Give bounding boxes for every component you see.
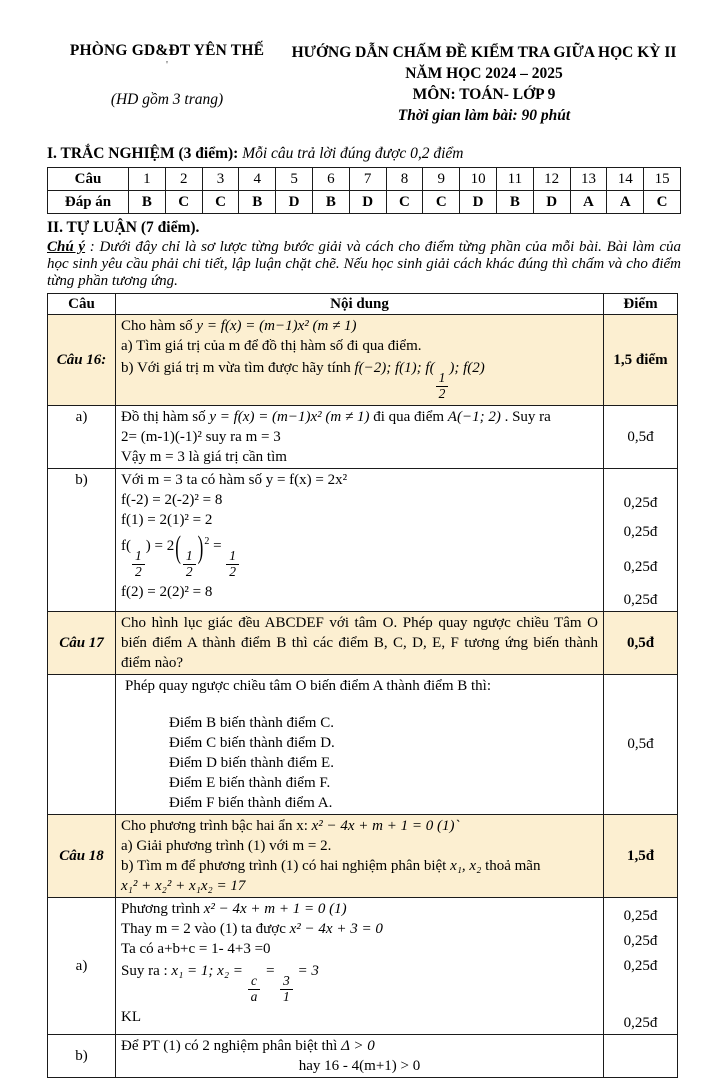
big-right-paren: ): [197, 529, 204, 565]
solutions-table: [47, 293, 678, 1078]
fraction-half: $\frac{1}{2}$: [183, 549, 196, 580]
answer: C: [165, 191, 202, 214]
big-left-paren: (: [175, 529, 181, 565]
cau18a-content: [116, 897, 604, 1034]
cau18-content: [116, 814, 604, 897]
cau16a-label: a): [48, 405, 116, 468]
point-value: 0,25đ: [623, 957, 658, 974]
exponent: 2: [204, 535, 210, 547]
cau17ans-label: [48, 674, 116, 814]
answer: C: [202, 191, 239, 214]
point-value: 0,25đ: [623, 591, 658, 608]
section1-subtitle: Mỗi câu trả lời đúng được 0,2 điểm: [242, 145, 464, 162]
answer: B: [129, 191, 166, 214]
row-cau18a: [48, 897, 678, 1034]
point-value: 0,25đ: [623, 523, 658, 540]
row-label-cau: Câu: [48, 168, 129, 191]
school-year: NĂM HỌC 2024 – 2025: [405, 65, 563, 82]
point-value: 0,25đ: [623, 494, 658, 511]
solutions-header-row: [48, 294, 678, 315]
cau16b-label: b): [48, 468, 116, 611]
cau18a-line5: KL: [121, 1008, 141, 1025]
row-cau16a: [48, 405, 678, 468]
q-num: 13: [570, 168, 607, 191]
cau18b-points: [604, 1034, 678, 1077]
section1-heading: [47, 145, 681, 163]
col-header-diem: Điểm: [604, 294, 678, 315]
org-note: (HD gồm 3 trang): [110, 91, 224, 108]
cau18a-line2: Thay m = 2 vào (1) ta được x² − 4x + 3 = 0: [121, 920, 383, 937]
subject-grade: MÔN: TOÁN- LỚP 9: [412, 86, 556, 103]
header-left: [47, 42, 287, 126]
list-item: Điểm F biến thành điểm A.: [169, 794, 333, 811]
list-item: Điểm B biến thành điểm C.: [169, 714, 334, 731]
q-num: 11: [496, 168, 533, 191]
answer: D: [533, 191, 570, 214]
org-name: PHÒNG GD&ĐT YÊN THẾ: [69, 42, 265, 59]
note-label: Chú ý: [47, 239, 86, 255]
col-header-noidung: Nội dung: [116, 294, 604, 315]
cau16-part-b: b) Với giá trị m vừa tìm được hãy tính f(−2); f(1); f( $\frac{1}{2}$ ); f(2): [121, 360, 485, 401]
section1-title: I. TRẮC NGHIỆM (3 điểm):: [47, 145, 239, 162]
point-value: 0,25đ: [623, 1014, 658, 1031]
answer: B: [239, 191, 276, 214]
cau16b-line5: f(2) = 2(2)² = 8: [121, 583, 213, 600]
cau16-intro: Cho hàm số y = f(x) = (m−1)x² (m ≠ 1): [121, 318, 357, 334]
note-text: Dưới đây chỉ là sơ lược từng bước giải và cách cho điểm từng phần của mỗi bài. Bài làm của học sinh yêu cầu phải chi tiết, lập luận chặt chẽ. Nếu học sinh giải cách khác đúng thì chấm và cho điểm từng phần tương ứng.: [47, 239, 681, 289]
point-value: 0,25đ: [623, 558, 658, 575]
note-separator: :: [85, 239, 100, 255]
list-item: Điểm E biến thành điểm F.: [169, 774, 331, 791]
fraction-half: $\frac{1}{2}$: [226, 549, 239, 580]
cau18a-label: a): [48, 897, 116, 1034]
answer: A: [570, 191, 607, 214]
fraction-half: $\frac{1}{2}$: [132, 549, 145, 580]
cau18-line1: Cho phương trình bậc hai ẩn x: x² − 4x + m + 1 = 0 (1)`: [121, 817, 460, 834]
q-num: 15: [644, 168, 681, 191]
cau16a-line3: Vậy m = 3 là giá trị cần tìm: [121, 448, 287, 465]
cau16a-line1: Đồ thị hàm số y = f(x) = (m−1)x² (m ≠ 1) đi qua điểm A(−1; 2) . Suy ra: [121, 408, 551, 425]
q-num: 9: [423, 168, 460, 191]
cau16-label: Câu 16:: [48, 315, 116, 406]
cau18-label: Câu 18: [48, 814, 116, 897]
cau16-part-a: a) Tìm giá trị của m để đồ thị hàm số đi qua điểm.: [121, 338, 422, 354]
row-label-dapan: Đáp án: [48, 191, 129, 214]
section2-heading: II. TỰ LUẬN (7 điểm).: [47, 219, 200, 236]
q-num: 5: [276, 168, 313, 191]
answer: D: [276, 191, 313, 214]
document-header: [47, 42, 681, 126]
row-cau16: [48, 315, 678, 406]
q-num: 3: [202, 168, 239, 191]
cau17-content: Cho hình lục giác đều ABCDEF với tâm O. Phép quay ngược chiều Tâm O biến điểm A thành điểm B thì các điểm B, C, D, E, F tương ứng biến thành điểm nào?: [116, 611, 604, 674]
answer: D: [349, 191, 386, 214]
cau16-content: [116, 315, 604, 406]
cau17ans-points: 0,5đ: [604, 674, 678, 814]
cau16-points: 1,5 điểm: [604, 315, 678, 406]
cau18-line4: x₁² + x₂² + x₁x₂ = 17: [121, 877, 246, 894]
cau17ans-content: [116, 674, 604, 814]
q-num: 7: [349, 168, 386, 191]
q-num: 10: [460, 168, 497, 191]
cau18a-line3: Ta có a+b+c = 1- 4+3 =0: [121, 940, 271, 957]
q-num: 8: [386, 168, 423, 191]
time-limit: Thời gian làm bài: 90 phút: [397, 107, 571, 124]
answer: B: [496, 191, 533, 214]
cau17-points: 0,5đ: [604, 611, 678, 674]
question-number-row: [48, 168, 681, 191]
row-cau17: [48, 611, 678, 674]
cau18a-line4: Suy ra : x₁ = 1; x₂ = $\frac{c}{a}$ = $\frac{3}{1}$ = 3: [121, 962, 319, 1004]
cau16a-line2: 2= (m-1)(-1)² suy ra m = 3: [121, 428, 281, 445]
q-num: 1: [129, 168, 166, 191]
list-item: Điểm D biến thành điểm E.: [169, 754, 334, 771]
cau18b-line2: hay 16 - 4(m+1) > 0: [298, 1057, 421, 1074]
answer-row: [48, 191, 681, 214]
cau18b-label: b): [48, 1034, 116, 1077]
q-num: 14: [607, 168, 644, 191]
row-cau18: [48, 814, 678, 897]
q-num: 2: [165, 168, 202, 191]
cau18-line2: a) Giải phương trình (1) với m = 2.: [121, 837, 332, 854]
answer: A: [607, 191, 644, 214]
col-header-cau: Câu: [48, 294, 116, 315]
cau16b-line3: f(1) = 2(1)² = 2: [121, 511, 213, 528]
cau16b-line4: f( $\frac{1}{2}$ ) = 2( $\frac{1}{2}$ )$^2$ = $\frac{1}{2}$: [121, 532, 598, 580]
page-content: [47, 42, 681, 1078]
q-num: 6: [312, 168, 349, 191]
cau16b-line2: f(-2) = 2(-2)² = 8: [121, 491, 223, 508]
cau17ans-intro: Phép quay ngược chiều tâm O biến điểm A thành điểm B thì:: [125, 677, 492, 694]
answer: C: [644, 191, 681, 214]
fraction-3-over-1: $\frac{3}{1}$: [280, 974, 293, 1005]
cau17ans-items: [121, 713, 598, 813]
answer: B: [312, 191, 349, 214]
cau16b-content: [116, 468, 604, 611]
row-cau16b: [48, 468, 678, 611]
q-num: 4: [239, 168, 276, 191]
grading-note: [47, 239, 681, 290]
fraction-half: $\frac{1}{2}$: [436, 371, 449, 402]
cau16a-points: 0,5đ: [604, 405, 678, 468]
cau18a-points: [604, 897, 678, 1034]
point-value: 0,25đ: [623, 932, 658, 949]
list-item: Điểm C biến thành điểm D.: [169, 734, 335, 751]
cau18b-content: [116, 1034, 604, 1077]
cau16b-line1: Với m = 3 ta có hàm số y = f(x) = 2x²: [121, 471, 348, 488]
cau16b-points: [604, 468, 678, 611]
cau18-line3: b) Tìm m để phương trình (1) có hai nghiệm phân biệt x₁, x₂ thoả mãn: [121, 857, 541, 874]
doc-title: HƯỚNG DẪN CHẤM ĐỀ KIỂM TRA GIỮA HỌC KỲ II: [291, 44, 677, 61]
point-value: 0,25đ: [623, 907, 658, 924]
cau16a-content: [116, 405, 604, 468]
cau18a-line1: Phương trình x² − 4x + m + 1 = 0 (1): [121, 900, 347, 917]
cau18b-line1: Để PT (1) có 2 nghiệm phân biệt thì Δ > 0: [121, 1037, 375, 1054]
answer-key-table: [47, 167, 681, 214]
cau18-points: 1,5đ: [604, 814, 678, 897]
answer: C: [423, 191, 460, 214]
cau16-intro-math: y = f(x) = (m−1)x² (m ≠ 1): [196, 318, 357, 334]
fraction-c-over-a: $\frac{c}{a}$: [248, 974, 261, 1005]
stray-mark: ': [166, 59, 168, 71]
row-cau18b: [48, 1034, 678, 1077]
q-num: 12: [533, 168, 570, 191]
header-right: [287, 42, 681, 126]
answer: C: [386, 191, 423, 214]
cau17-label: Câu 17: [48, 611, 116, 674]
answer: D: [460, 191, 497, 214]
row-cau17-answer: [48, 674, 678, 814]
